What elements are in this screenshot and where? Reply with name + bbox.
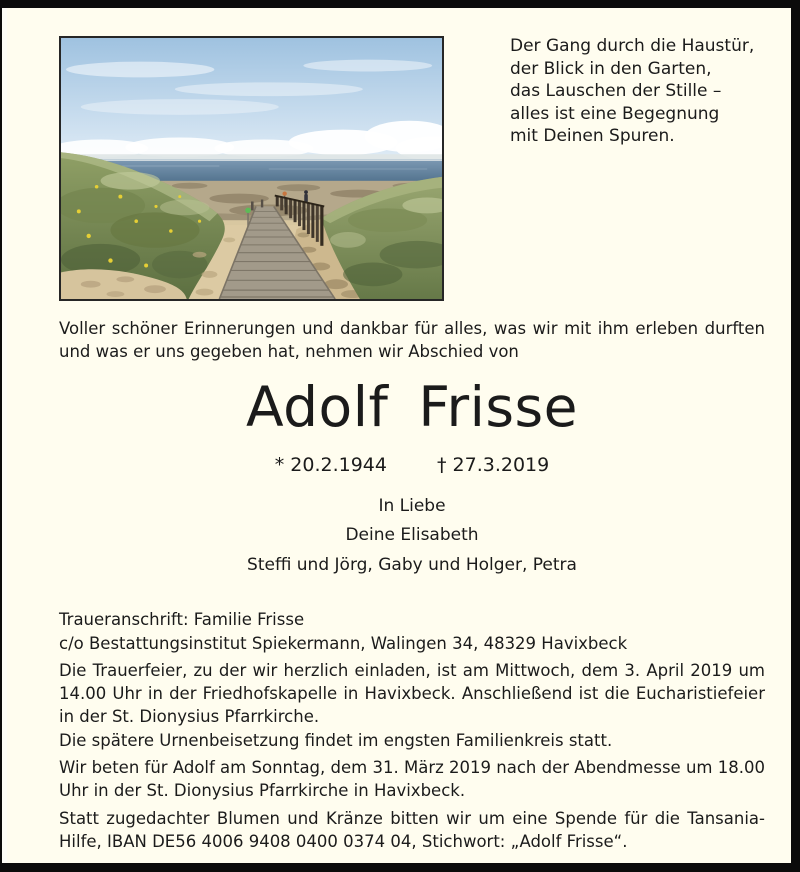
mourning-address: [59, 608, 765, 655]
poem-line: mit Deinen Spuren.: [510, 126, 675, 146]
poem-line: alles ist eine Begegnung: [510, 103, 720, 124]
death-date: † 27.3.2019: [437, 454, 550, 476]
memorial-photo: [59, 36, 444, 301]
spouse-line: Deine Elisabeth: [345, 525, 479, 545]
funeral-service-paragraph: Die Trauerfeier, zu der wir herzlich einladen, ist am Mittwoch, dem 3. April 2019 um 14.00 Uhr in der Friedhofskapelle in Havixbeck. Anschließend ist die Eucharistiefeier in der St. Dionysius Pfarrkirche.: [59, 661, 765, 726]
obituary-card: [2, 8, 791, 863]
poem-line: Der Gang durch die Haustür,: [510, 36, 755, 56]
donation-paragraph: Statt zugedachter Blumen und Kränze bitten wir um eine Spende für die Tansania-Hilfe, IBAN DE56 4006 9408 0400 0374 04, Stichwort: „Adolf Frisse“.: [59, 809, 765, 851]
beach-dune-boardwalk-scene: [61, 38, 442, 299]
distant-person: [304, 190, 308, 203]
urn-burial-paragraph: Die spätere Urnenbeisetzung findet im engsten Familienkreis statt.: [59, 731, 613, 750]
prayer-paragraph: Wir beten für Adolf am Sonntag, dem 31. März 2019 nach der Abendmesse um 18.00 Uhr in der St. Dionysius Pfarrkirche in Havixbeck.: [59, 758, 765, 800]
life-dates: [59, 454, 765, 476]
address-line: Traueranschrift: Familie Frisse: [59, 610, 305, 629]
address-line: c/o Bestattungsinstitut Spiekermann, Walingen 34, 48329 Havixbeck: [59, 633, 628, 653]
children-line: Steffi und Jörg, Gaby und Holger, Petra: [247, 555, 577, 575]
farewell-line: In Liebe: [378, 496, 446, 516]
sky: [61, 38, 442, 168]
poem-line: das Lauschen der Stille –: [510, 81, 722, 101]
poem: [510, 35, 780, 148]
poem-line: der Blick in den Garten,: [510, 58, 712, 79]
intro-text: Voller schöner Erinnerungen und dankbar für alles, was wir mit ihm erleben durften und was er uns gegeben hat, nehmen wir Abschied von: [59, 319, 765, 361]
birth-date: * 20.2.1944: [274, 454, 387, 476]
deceased-name: Adolf Frisse: [245, 375, 579, 439]
